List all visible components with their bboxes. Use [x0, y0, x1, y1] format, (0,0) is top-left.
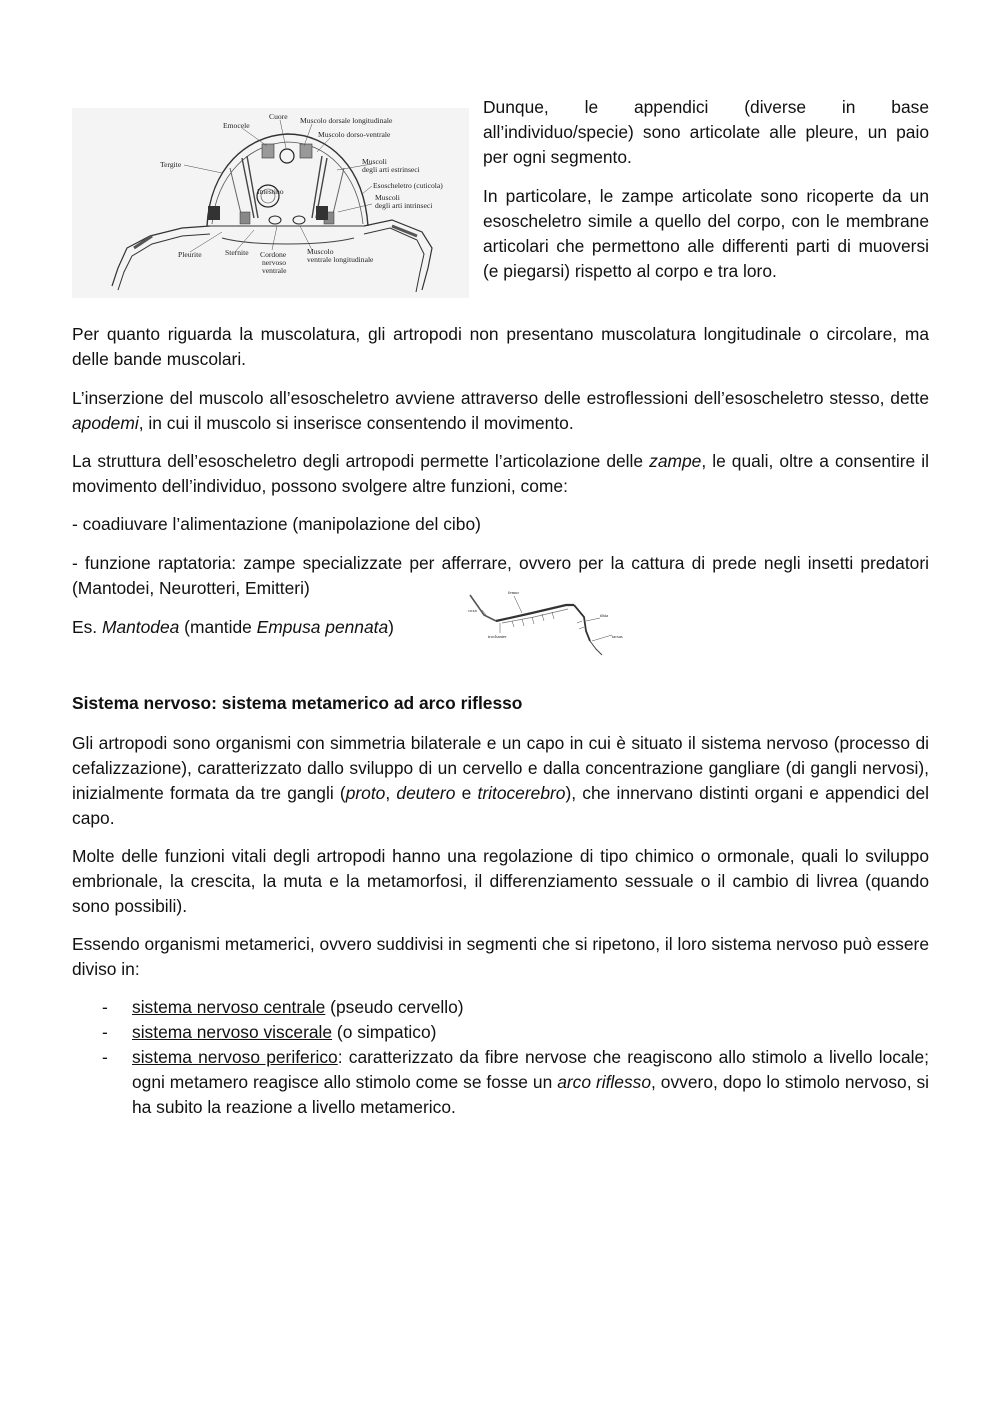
paragraph-cefalizzazione [72, 731, 929, 831]
label-emocele: Emocele [223, 121, 250, 130]
list-term: sistema nervoso centrale [132, 997, 326, 1017]
raptorial-leg-drawing [462, 583, 640, 661]
label-muscolo-ventrale-2: ventrale longitudinale [307, 255, 374, 264]
label-tarsus: tarsus [612, 634, 623, 639]
label-muscoli-estrinseci-1: Muscoli [362, 157, 387, 166]
paragraph-organismi-metamerici: Essendo organismi metamerici, ovvero suddivisi in segmenti che si ripetono, il loro sistema nervoso può essere diviso in: [72, 934, 929, 979]
list-term: sistema nervoso periferico [132, 1047, 338, 1067]
term-apodemi: apodemi [72, 413, 139, 433]
term-empusa-pennata: Empusa pennata [256, 617, 389, 637]
list-text: , ovvero, dopo lo stimolo nervoso, si ha subito la reazione a livello metamerico. [132, 1072, 930, 1117]
term-mantodea: Mantodea [101, 617, 180, 637]
text-span: L’inserzione del muscolo all’esoscheletro avviene attraverso delle estroflessioni dell’esoscheletro stesso, dette [72, 388, 929, 408]
list-text: (o simpatico) [332, 1022, 437, 1042]
arthropod-cross-section-figure [72, 108, 469, 298]
label-pleurite: Pleurite [178, 250, 202, 259]
paragraph-alimentazione: - coadiuvare l’alimentazione (manipolazione del cibo) [72, 514, 481, 534]
paragraph-regolazione-ormonale: Molte delle funzioni vitali degli artropodi hanno una regolazione di tipo chimico o ormonale, quali lo sviluppo embrionale, la crescita, la muta e la metamorfosi, il differenziamento sessuale o il cambio di livrea (quando sono possibili). [72, 846, 929, 916]
text-span: ), che innervano distinti organi e appendici del capo. [72, 783, 929, 828]
text-span: Es. [72, 617, 102, 637]
label-cordone-3: ventrale [262, 266, 287, 275]
nervous-system-list [72, 995, 929, 1120]
label-cordone-1: Cordone [260, 250, 287, 259]
label-cuore: Cuore [269, 112, 288, 121]
label-intestino: Intestino [257, 187, 284, 196]
list-dash: - [102, 1047, 108, 1067]
paragraph-apodemi [72, 386, 929, 436]
term-deutero: deutero [396, 783, 456, 803]
paragraph-appendici: Dunque, le appendici (diverse in base all’individuo/specie) sono articolate alle pleure, un paio per ogni segmento. [483, 97, 929, 167]
label-muscoli-estrinseci-2: degli arti estrinseci [362, 165, 420, 174]
label-esoscheletro: Esoscheletro (cuticola) [373, 181, 443, 190]
term-zampe: zampe [649, 451, 702, 471]
term-tritocerebro: tritocerebro [477, 783, 566, 803]
list-dash: - [102, 997, 108, 1017]
label-cordone-2: nervoso [262, 258, 287, 267]
label-coxa: coxa [468, 608, 477, 613]
list-item [72, 1020, 929, 1045]
paragraph-esempio-mantodea [72, 615, 452, 640]
paragraph-muscolatura: Per quanto riguarda la muscolatura, gli artropodi non presentano muscolatura longitudinale o circolare, ma delle bande muscolari. [72, 324, 929, 369]
cross-section-drawing [72, 108, 469, 298]
text-span: , in cui il muscolo si inserisce consentendo il movimento. [138, 413, 574, 433]
label-muscoli-intrinseci-2: degli arti intrinseci [375, 201, 433, 210]
list-term: sistema nervoso viscerale [132, 1022, 333, 1042]
list-text: (pseudo cervello) [325, 997, 464, 1017]
label-trochanter: trochanter [488, 634, 507, 639]
label-muscoli-intrinseci-1: Muscoli [375, 193, 400, 202]
label-sternite: Sternite [225, 248, 249, 257]
label-muscolo-dorso-ventrale: Muscolo dorso-ventrale [318, 130, 391, 139]
label-tibia: tibia [600, 613, 609, 618]
text-span: ) [388, 617, 394, 637]
list-item [72, 1045, 929, 1120]
text-span: (mantide [179, 617, 257, 637]
text-span: , [385, 783, 397, 803]
paragraph-zampe-articolate: In particolare, le zampe articolate sono ricoperte da un esoscheletro simile a quello del corpo, con le membrane articolari che permettono alle differenti parti di muoversi (e piegarsi) rispetto al corpo e tra loro. [483, 186, 929, 281]
term-proto: proto [345, 783, 386, 803]
text-span: Gli artropodi sono organismi con simmetria bilaterale e un capo in cui è situato il sistema nervoso (processo di cefalizzazione), caratterizzato dallo sviluppo di un cervello e dalla concentrazione gangliare (di gangli nervosi), inizialmente formata da tre gangli ( [72, 733, 929, 803]
text-span: e [455, 783, 478, 803]
raptorial-leg-figure [462, 583, 640, 661]
text-span: , le quali, oltre a consentire il movimento dell’individuo, possono svolgere altre funzioni, come: [72, 451, 929, 496]
label-muscolo-ventrale-1: Muscolo [307, 247, 334, 256]
label-tergite: Tergite [160, 160, 182, 169]
text-span: La struttura dell’esoscheletro degli artropodi permette l’articolazione delle [72, 451, 650, 471]
paragraph-raptatoria: - funzione raptatoria: zampe specializzate per afferrare, ovvero per la cattura di prede negli insetti predatori (Mantodei, Neurotteri, Emitteri) [72, 553, 929, 598]
term-arco-riflesso: arco riflesso [557, 1072, 652, 1092]
list-dash: - [102, 1022, 108, 1042]
paragraph-struttura-esoscheletro [72, 449, 929, 499]
list-text: : caratterizzato da fibre nervose che reagiscono allo stimolo a livello locale; ogni metamero reagisce allo stimolo come se fosse un [132, 1047, 929, 1092]
label-muscolo-dorsale: Muscolo dorsale longitudinale [300, 116, 393, 125]
section-heading-sistema-nervoso: Sistema nervoso: sistema metamerico ad arco riflesso [72, 693, 523, 713]
label-femur: femur [508, 590, 519, 595]
list-item [72, 995, 929, 1020]
